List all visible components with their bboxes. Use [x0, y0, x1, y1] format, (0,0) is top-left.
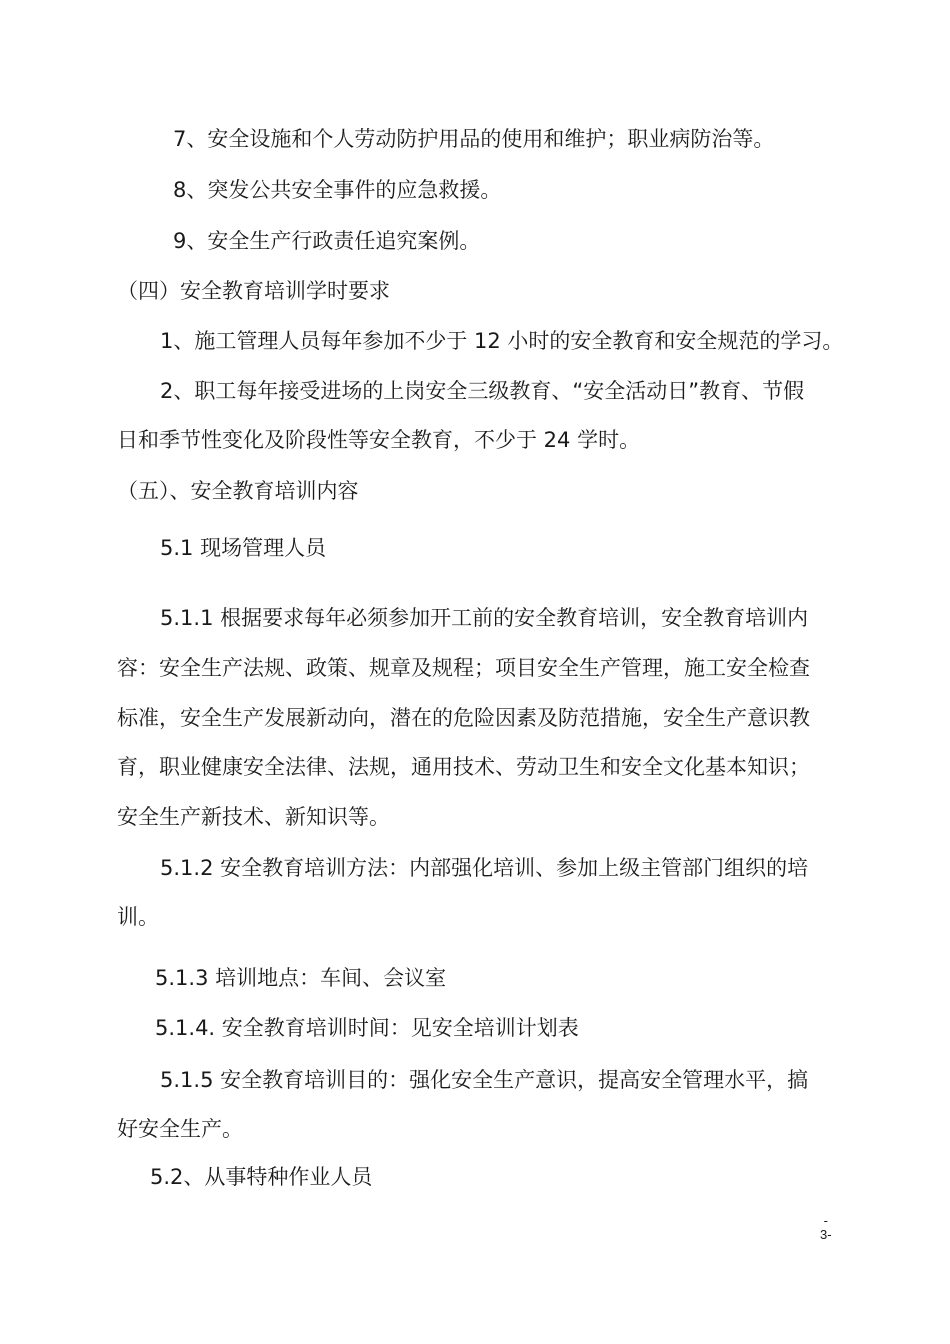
paragraph-line: 容：安全生产法规、政策、规章及规程；项目安全生产管理，施工安全检查	[117, 656, 810, 680]
paragraph-line: 日和季节性变化及阶段性等安全教育，不少于 24 学时。	[117, 428, 641, 452]
list-item-7: 7、安全设施和个人劳动防护用品的使用和维护；职业病防治等。	[173, 127, 775, 151]
paragraph-line: 5.1.1 根据要求每年必须参加开工前的安全教育培训，安全教育培训内	[160, 606, 809, 630]
paragraph-line: 1、施工管理人员每年参加不少于 12 小时的安全教育和安全规范的学习。	[160, 329, 844, 353]
page-number-dash: -	[823, 1213, 828, 1228]
paragraph-line: 标准，安全生产发展新动向，潜在的危险因素及防范措施，安全生产意识教	[117, 706, 810, 730]
subsection-heading-5-2: 5.2、从事特种作业人员	[150, 1165, 373, 1189]
section-heading-4: （四）安全教育培训学时要求	[117, 279, 390, 303]
paragraph-line: 育，职业健康安全法律、法规，通用技术、劳动卫生和安全文化基本知识；	[117, 755, 810, 779]
paragraph-line: 2、职工每年接受进场的上岗安全三级教育、“安全活动日”教育、节假	[160, 379, 805, 403]
paragraph-line: 5.1.4. 安全教育培训时间：见安全培训计划表	[155, 1016, 579, 1040]
paragraph-line: 训。	[117, 905, 159, 929]
paragraph-line: 安全生产新技术、新知识等。	[117, 805, 390, 829]
paragraph-line: 好安全生产。	[117, 1117, 243, 1141]
paragraph-line: 5.1.5 安全教育培训目的：强化安全生产意识，提高安全管理水平，搞	[160, 1068, 809, 1092]
paragraph-line: 5.1.2 安全教育培训方法：内部强化培训、参加上级主管部门组织的培	[160, 856, 809, 880]
section-heading-5: （五）、安全教育培训内容	[117, 479, 359, 503]
list-item-9: 9、安全生产行政责任追究案例。	[173, 229, 481, 253]
paragraph-line: 5.1.3 培训地点：车间、会议室	[155, 966, 447, 990]
subsection-heading-5-1: 5.1 现场管理人员	[160, 536, 327, 560]
page-number-value: 3-	[820, 1227, 832, 1242]
page-number	[820, 1214, 832, 1242]
list-item-8: 8、突发公共安全事件的应急救援。	[173, 178, 502, 202]
